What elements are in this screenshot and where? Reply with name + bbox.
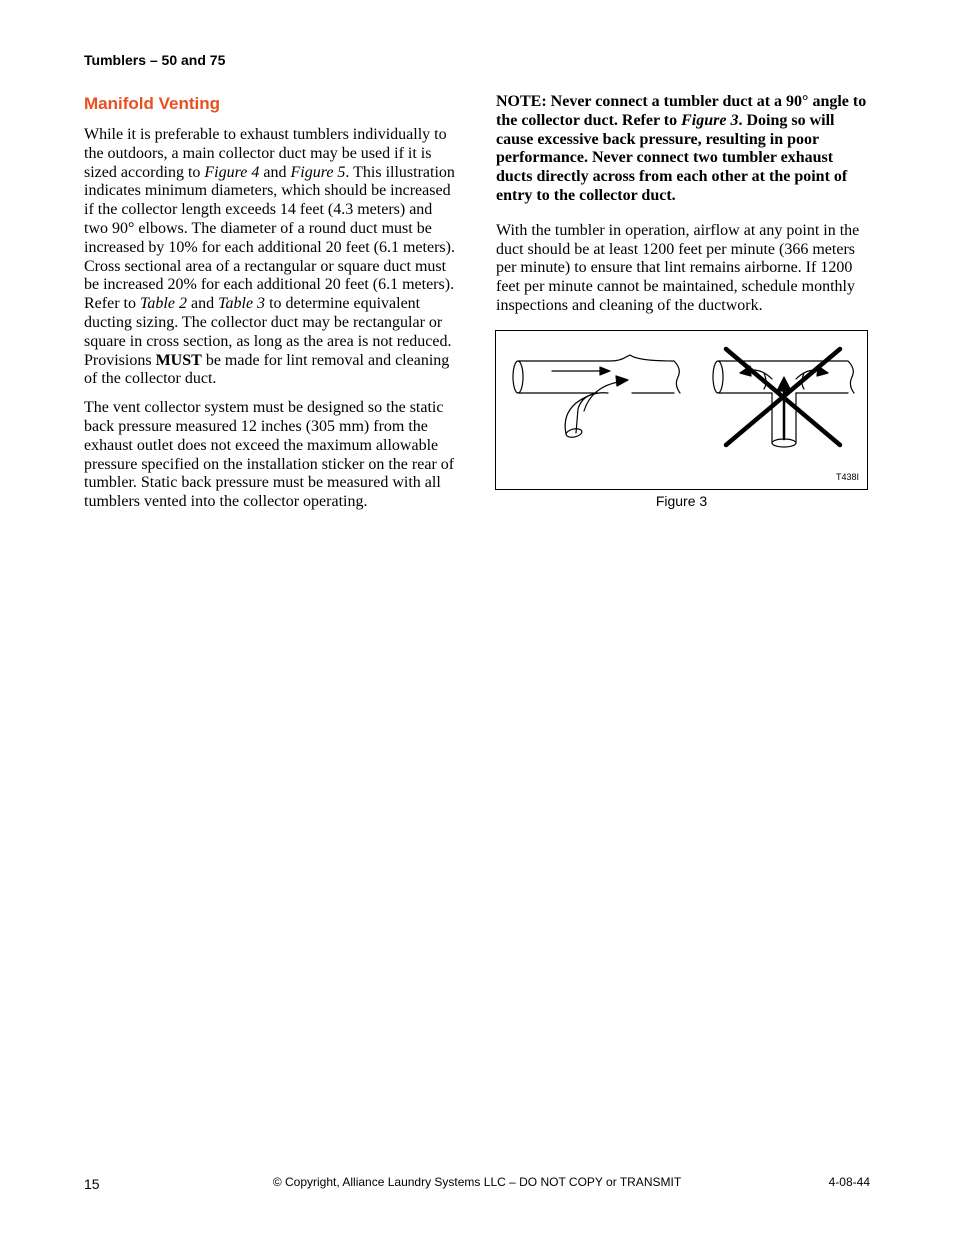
duct-connection-illustration: [496, 331, 869, 491]
running-header: Tumblers – 50 and 75: [84, 52, 226, 68]
figure-caption: Figure 3: [655, 493, 708, 509]
figure-5-reference: Figure 5: [290, 163, 346, 181]
figure-4-reference: Figure 4: [204, 163, 260, 181]
right-column: [496, 93, 870, 326]
table-2-reference: Table 2: [139, 295, 187, 313]
incorrect-duct-connection: [713, 361, 854, 447]
figure-3-reference: Figure 3: [681, 111, 739, 129]
paragraph-airflow: With the tumbler in operation, airflow at any point in the duct should be at least 1200 feet per minute (366 meters per minute) to ensure that lint remains airborne. If 1200 feet per minute cannot be maintained, schedule monthly inspections and cleaning of the ductwork.: [496, 221, 860, 314]
table-3-reference: Table 3: [218, 295, 266, 313]
left-column: [84, 93, 456, 522]
figure-3-box: [495, 330, 868, 490]
note-paragraph: NOTE: Never connect a tumbler duct at a 90° angle to the collector duct. Refer to Figure 3. Doing so will cause excessive back pressure, resulting in poor performance. Never connect two tumbler exhaust ducts directly across from each other at the point of entry to the collector duct.: [496, 93, 867, 204]
paragraph-collector-duct: While it is preferable to exhaust tumblers individually to the outdoors, a main collector duct may be used if it is sized according to Figure 4 and Figure 5. This illustration indicates minimum diameters, which should be increased if the collector length exceeds 14 feet (4.3 meters) and two 90° elbows. The diameter of a round duct must be increased by 10% for each additional 20 feet (6.1 meters). Cross sectional area of a rectangular or square duct must be increased 20% for each additional 20 feet (6.1 meters). Refer to Table 2 and Table 3 to determine equivalent ducting sizing. The collector duct may be rectangular or square in cross section, as long as the area is not reduced. Provisions MUST be made for lint removal and cleaning of the collector duct.: [84, 126, 455, 388]
must-emphasis: MUST: [155, 351, 202, 369]
document-number: 4-08-44: [828, 1175, 870, 1189]
page-number: 15: [84, 1176, 100, 1192]
figure-code: T438I: [835, 472, 859, 482]
copyright-notice: © Copyright, Alliance Laundry Systems LLC – DO NOT COPY or TRANSMIT: [272, 1175, 682, 1189]
section-title: Manifold Venting: [84, 94, 220, 113]
paragraph-back-pressure: The vent collector system must be designed so the static back pressure measured 12 inches (305 mm) from the exhaust outlet does not exceed the maximum allowable pressure specified on the installation sticker on the rear of tumbler. Static back pressure must be measured with all tumblers vented into the collector operating.: [84, 399, 455, 511]
correct-duct-connection: [513, 355, 680, 439]
